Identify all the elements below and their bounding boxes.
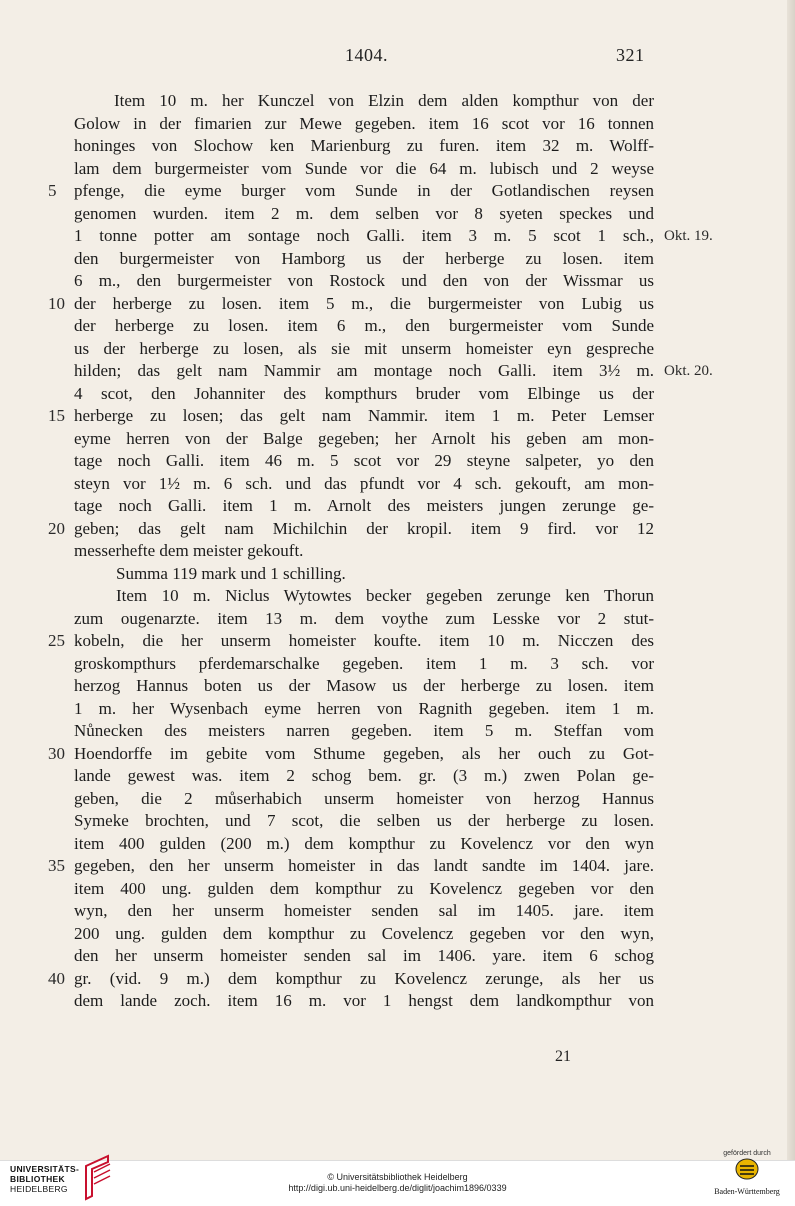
- text-line: [0, 923, 795, 946]
- text-line: [0, 203, 795, 226]
- line-number: 15: [48, 406, 65, 425]
- sponsor-block: [707, 1150, 787, 1196]
- text-line: [0, 878, 795, 901]
- sponsor-name: Baden-Württemberg: [714, 1187, 780, 1196]
- line-text: lande gewest was. item 2 schog bem. gr. (3 m.) zwen Polan ge-: [74, 766, 654, 785]
- line-text: item 400 gulden (200 m.) dem kompthur zu Kovelencz vor den wyn: [74, 833, 654, 853]
- line-text: zum ougenarzte. item 13 m. dem voythe zum Lesske vor 2 stut-: [74, 608, 654, 628]
- library-name-line2: BIBLIOTHEK: [10, 1174, 65, 1184]
- line-text: lam dem burgermeister vom Sunde vor die 64 m. lubisch und 2 weyse: [74, 158, 654, 178]
- signature-mark: 21: [555, 1048, 571, 1065]
- text-line: [0, 383, 795, 406]
- library-name-line3: HEIDELBERG: [10, 1184, 68, 1194]
- line-text: us der herberge zu losen, als sie mit unserm homeister eyn gespreche: [74, 338, 654, 358]
- line-text: groskompthurs pferdemarschalke gegeben. item 1 m. 3 sch. vor: [74, 653, 654, 673]
- text-line: [0, 855, 795, 878]
- line-text: messerhefte dem meister gekouft.: [74, 541, 304, 560]
- margin-date-note: Okt. 19.: [664, 228, 713, 244]
- state-seal-icon: [734, 1157, 760, 1181]
- line-text: gegeben, den her unserm homeister in das landt sandte im 1404. jare.: [74, 856, 654, 875]
- text-line: [0, 360, 795, 383]
- text-line: [0, 585, 795, 608]
- line-text: 6 m., den burgermeister von Rostock und den von der Wissmar us: [74, 271, 654, 290]
- line-text: herzog Hannus boten us der Masow us der herberge zu losen. item: [74, 676, 654, 695]
- text-line: [0, 315, 795, 338]
- text-line: [0, 810, 795, 833]
- line-number: 35: [48, 856, 65, 875]
- copyright-text: © Universitätsbibliothek Heidelberg: [327, 1172, 468, 1182]
- text-line: [0, 720, 795, 743]
- line-text: geben, die 2 můserhabich unserm homeister von herzog Hannus: [74, 788, 654, 808]
- text-line: [0, 833, 795, 856]
- line-text: 4 scot, den Johanniter des kompthurs bruder vom Elbinge us der: [74, 383, 654, 403]
- text-line: [0, 428, 795, 451]
- text-line: [0, 90, 795, 113]
- line-text: Item 10 m. her Kunczel von Elzin dem alden kompthur von der: [114, 91, 654, 110]
- line-text: genomen wurden. item 2 m. dem selben vor 8 syeten speckes und: [74, 203, 654, 223]
- line-text: wyn, den her unserm homeister senden sal im 1405. jare. item: [74, 901, 654, 920]
- library-name-line1: UNIVERSITÄTS-: [10, 1164, 80, 1174]
- line-number: 30: [48, 743, 65, 763]
- line-text: Symeke brochten, und 7 scot, die selben us der herberge zu losen.: [74, 811, 654, 830]
- text-line: [0, 653, 795, 676]
- line-text: Golow in der fimarien zur Mewe gegeben. item 16 scot vor 16 tonnen: [74, 113, 654, 133]
- text-line: [0, 563, 795, 586]
- line-text: Summa 119 mark und 1 schilling.: [116, 563, 346, 583]
- text-line: [0, 495, 795, 518]
- text-line: [0, 158, 795, 181]
- line-text: tage noch Galli. item 1 m. Arnolt des meisters jungen zerunge ge-: [74, 496, 654, 515]
- text-line: [0, 293, 795, 316]
- text-line: [0, 630, 795, 653]
- line-text: herberge zu losen; das gelt nam Nammir. item 1 m. Peter Lemser: [74, 406, 654, 425]
- line-number: 25: [48, 631, 65, 650]
- line-text: eyme herren von der Balge gegeben; her Arnolt his geben am mon-: [74, 428, 654, 448]
- line-number: 20: [48, 518, 65, 538]
- line-text: honinges von Slochow ken Marienburg zu furen. item 32 m. Wolff-: [74, 136, 654, 155]
- text-line: [0, 113, 795, 136]
- header-year: 1404.: [345, 45, 388, 65]
- text-line: [0, 518, 795, 541]
- margin-date-note: Okt. 20.: [664, 363, 713, 379]
- line-text: dem lande zoch. item 16 m. vor 1 hengst dem landkompthur von: [74, 991, 654, 1010]
- line-text: 1 tonne potter am sontage noch Galli. item 3 m. 5 scot 1 sch.,: [74, 226, 654, 245]
- text-line: [0, 788, 795, 811]
- text-line: [0, 405, 795, 428]
- text-line: [0, 180, 795, 203]
- line-text: der herberge zu losen. item 5 m., die burgermeister von Lubig us: [74, 293, 654, 313]
- line-text: pfenge, die eyme burger vom Sunde in der Gotlandischen reysen: [74, 181, 654, 200]
- text-line: [0, 608, 795, 631]
- text-line: [0, 900, 795, 923]
- line-text: gr. (vid. 9 m.) dem kompthur zu Kovelencz zerunge, als her us: [74, 968, 654, 988]
- line-text: Hoendorffe im gebite vom Sthume gegeben, als her ouch zu Got-: [74, 743, 654, 763]
- line-text: steyn vor 1½ m. 6 sch. und das pfundt vor 4 sch. gekouft, am mon-: [74, 473, 654, 493]
- text-line: [0, 338, 795, 361]
- text-line: [0, 450, 795, 473]
- text-line: [0, 743, 795, 766]
- line-text: 1 m. her Wysenbach eyme herren von Ragnith gegeben. item 1 m.: [74, 698, 654, 718]
- text-line: [0, 248, 795, 271]
- line-text: den burgermeister von Hamborg us der herberge zu losen. item: [74, 248, 654, 268]
- line-text: Nůnecken des meisters narren gegeben. item 5 m. Steffan vom: [74, 721, 654, 740]
- line-text: Item 10 m. Niclus Wytowtes becker gegeben zerunge ken Thorun: [116, 586, 654, 605]
- text-line: [0, 765, 795, 788]
- line-number: 40: [48, 968, 65, 988]
- line-number: 10: [48, 293, 65, 313]
- text-body: [0, 90, 795, 1013]
- line-text: geben; das gelt nam Michilchin der kropil. item 9 fird. vor 12: [74, 518, 654, 538]
- text-line: [0, 945, 795, 968]
- line-text: kobeln, die her unserm homeister koufte. item 10 m. Nicczen des: [74, 631, 654, 650]
- text-line: [0, 698, 795, 721]
- text-line: [0, 675, 795, 698]
- sponsor-label: gefördert durch: [723, 1150, 771, 1157]
- line-text: tage noch Galli. item 46 m. 5 scot vor 29 steyne salpeter, yo den: [74, 451, 654, 470]
- line-number: 5: [48, 181, 57, 200]
- line-text: item 400 ung. gulden dem kompthur zu Kovelencz gegeben vor den: [74, 878, 654, 898]
- source-url-link[interactable]: http://digi.ub.uni-heidelberg.de/diglit/joachim1896/0339: [288, 1183, 507, 1193]
- line-text: der herberge zu losen. item 6 m., den burgermeister vom Sunde: [74, 316, 654, 335]
- text-line: [0, 270, 795, 293]
- line-text: hilden; das gelt nam Nammir am montage noch Galli. item 3½ m.: [74, 361, 654, 380]
- page-number: 321: [616, 45, 645, 65]
- copyright-block: [0, 1172, 795, 1194]
- text-line: [0, 968, 795, 991]
- text-line: [0, 540, 795, 563]
- text-line: [0, 135, 795, 158]
- text-line: [0, 225, 795, 248]
- text-line: [0, 473, 795, 496]
- line-text: den her unserm homeister senden sal im 1406. yare. item 6 schog: [74, 946, 654, 965]
- line-text: 200 ung. gulden dem kompthur zu Covelencz gegeben vor den wyn,: [74, 923, 654, 943]
- text-line: [0, 990, 795, 1013]
